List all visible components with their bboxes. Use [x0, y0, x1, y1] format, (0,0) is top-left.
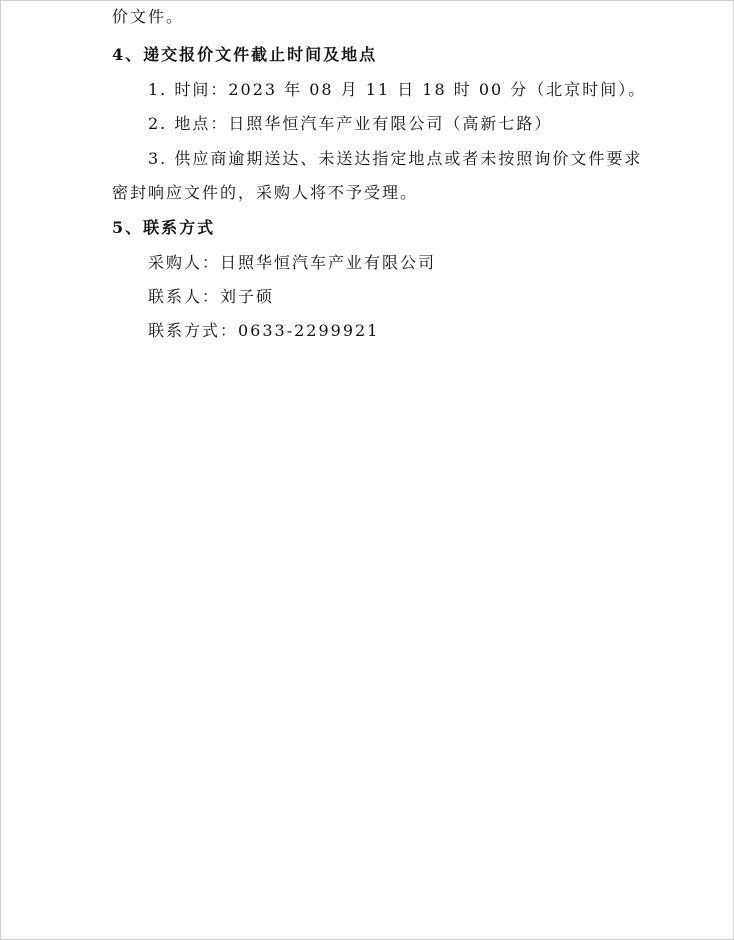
section-5-heading: 5、联系方式	[112, 218, 216, 237]
contact-person-line: 联系人：刘子硕	[148, 287, 275, 306]
section-4-item-2: 2. 地点：日照华恒汽车产业有限公司（高新七路）	[148, 114, 553, 133]
continuation-text: 价文件。	[112, 7, 185, 26]
section-4-item-1: 1. 时间：2023 年 08 月 11 日 18 时 00 分（北京时间）。	[148, 80, 647, 99]
section-4-heading: 4、递交报价文件截止时间及地点	[112, 45, 378, 64]
section-4-item-3-line-2: 密封响应文件的，采购人将不予受理。	[112, 183, 419, 202]
section-4-item-3-line-1: 3. 供应商逾期送达、未送达指定地点或者未按照询价文件要求	[148, 149, 643, 168]
purchaser-line: 采购人：日照华恒汽车产业有限公司	[148, 253, 437, 272]
contact-method-line: 联系方式：0633-2299921	[148, 321, 380, 340]
